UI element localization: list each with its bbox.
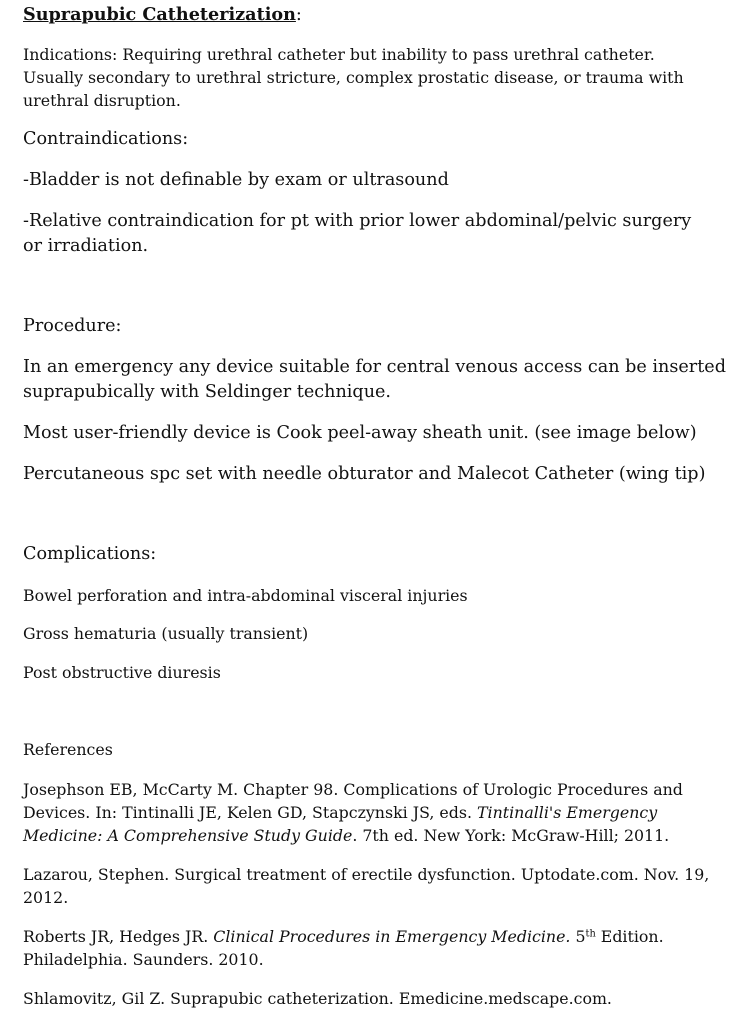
complication-item: Post obstructive diuresis	[23, 663, 221, 682]
contraindication-item-2-line-1: -Relative contraindication for pt with prior lower abdominal/pelvic surgery	[23, 211, 692, 231]
reference-2-line-1: Lazarou, Stephen. Surgical treatment of erectile dysfunction. Uptodate.com. Nov. 19,	[23, 865, 710, 884]
title-colon: :	[295, 5, 302, 25]
reference-1-line-3	[23, 826, 669, 845]
reference-4: Shlamovitz, Gil Z. Suprapubic catheterization. Emedicine.medscape.com.	[23, 989, 612, 1008]
reference-3-authors: Roberts JR, Hedges JR.	[23, 927, 214, 946]
reference-3-line-2: Philadelphia. Saunders. 2010.	[23, 950, 264, 969]
reference-3-edition-suffix: th	[585, 928, 596, 940]
document-title-line	[23, 4, 302, 25]
procedure-para-1-line-1: In an emergency any device suitable for central venous access can be inserted	[23, 357, 726, 377]
procedure-heading: Procedure:	[23, 316, 122, 336]
reference-1-text: Devices. In: Tintinalli JE, Kelen GD, Stapczynski JS, eds.	[23, 803, 477, 822]
contraindication-item-2-line-2: or irradiation.	[23, 236, 149, 256]
contraindications-heading: Contraindications:	[23, 129, 189, 149]
reference-3-edition-number: 5	[570, 927, 586, 946]
reference-1-line-1: Josephson EB, McCarty M. Chapter 98. Complications of Urologic Procedures and	[23, 780, 683, 799]
reference-3-edition-word: Edition.	[595, 927, 664, 946]
reference-1-book-title: Tintinalli's Emergency	[476, 803, 658, 822]
document-title: Suprapubic Catheterization	[23, 4, 296, 25]
contraindication-item-1: -Bladder is not definable by exam or ultrasound	[23, 170, 449, 190]
procedure-para-3: Percutaneous spc set with needle obturator and Malecot Catheter (wing tip)	[23, 464, 706, 484]
reference-3-book-title: Clinical Procedures in Emergency Medicine.	[213, 927, 571, 946]
references-heading: References	[23, 740, 113, 759]
reference-3-line-1	[23, 927, 664, 946]
procedure-para-2: Most user-friendly device is Cook peel-away sheath unit. (see image below)	[23, 423, 697, 443]
complications-heading: Complications:	[23, 544, 157, 564]
reference-2-line-2: 2012.	[23, 888, 69, 907]
complication-item: Gross hematuria (usually transient)	[23, 624, 309, 643]
indications-line-2: Usually secondary to urethral stricture, complex prostatic disease, or trauma with	[23, 68, 684, 87]
reference-1-book-title-cont: Medicine: A Comprehensive Study Guide	[23, 826, 353, 845]
indications-line-1: Indications: Requiring urethral catheter but inability to pass urethral catheter.	[23, 45, 655, 64]
reference-1-publisher: . 7th ed. New York: McGraw-Hill; 2011.	[352, 826, 670, 845]
procedure-para-1-line-2: suprapubically with Seldinger technique.	[23, 382, 392, 402]
indications-line-3: urethral disruption.	[23, 91, 181, 110]
reference-1-line-2	[23, 803, 657, 822]
complication-item: Bowel perforation and intra-abdominal visceral injuries	[23, 586, 468, 605]
